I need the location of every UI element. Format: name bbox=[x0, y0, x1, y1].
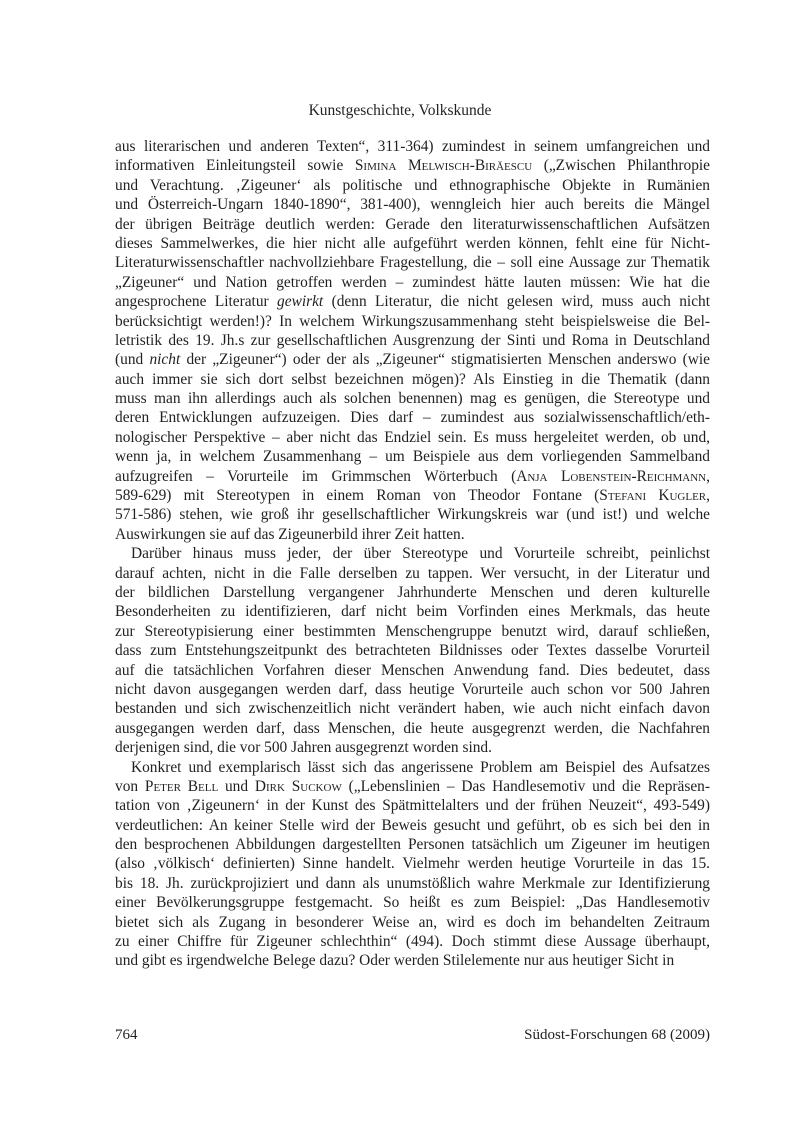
text-run: aus literarischen und anderen Texten“, 311-364) zumindest in seinem umfangreichen und bbox=[115, 138, 710, 155]
text-run: nicht davon ausgegangen werden darf, dass heutige Vorurteile auch schon vor 500 Jahren bbox=[115, 680, 710, 698]
text-line bbox=[115, 176, 710, 195]
text-run: zur Stereotypisierung einer bestimmten Menschengruppe benutzt wird, darauf schließen, bbox=[115, 622, 710, 640]
text-line bbox=[115, 215, 710, 234]
text-run: Besonderheiten zu identifizieren, darf nicht beim Vorfinden eines Merkmals, das heute bbox=[115, 603, 710, 621]
text-line bbox=[115, 661, 710, 680]
text-run: bis 18. Jh. zurückprojiziert und dann als unumstößlich wahre Merkmale zur Identifizierung bbox=[115, 874, 710, 892]
author-name: Anja Lobenstein-Reichmann bbox=[516, 467, 707, 485]
text-line bbox=[115, 428, 710, 447]
running-head: Kunstgeschichte, Volkskunde bbox=[308, 102, 492, 119]
body-text bbox=[115, 137, 710, 971]
text-line bbox=[115, 913, 710, 932]
text-run: informativen Einleitungsteil sowie bbox=[115, 157, 355, 175]
text-line bbox=[115, 312, 710, 331]
text-run: derjenigen sind, die vor 500 Jahren ausgegrenzt worden sind. bbox=[115, 739, 492, 757]
text-run: Darüber hinaus muss jeder, der über Stereotype und Vorurteile schreibt, peinlichst bbox=[131, 545, 710, 563]
emphasis: nicht bbox=[149, 351, 181, 369]
text-run: dass zum Entstehungszeitpunkt des betrachteten Bildnisses oder Textes dasselbe Vorurteil bbox=[115, 642, 710, 660]
text-line bbox=[115, 350, 710, 369]
text-line bbox=[115, 253, 710, 272]
text-run: (und bbox=[115, 351, 150, 369]
text-line bbox=[115, 408, 710, 427]
text-run: 571-586) stehen, wie groß ihr gesellschaftlicher Wirkungskreis war (und ist!) und welche bbox=[115, 506, 710, 524]
page-number: 764 bbox=[115, 1027, 138, 1043]
text-line bbox=[115, 854, 710, 873]
text-run: muss man ihn allerdings auch als solchen benennen) mag es genügen, die Stereotype und bbox=[115, 390, 710, 408]
text-run: bietet sich als Zugang in besonderer Weise an, wird es doch im behandelten Zeitraum bbox=[115, 913, 710, 931]
text-run: (also ‚völkisch‘ definierten) Sinne handelt. Vielmehr werden heutige Vorurteile in das 15. bbox=[115, 855, 710, 873]
text-line bbox=[115, 544, 710, 563]
text-line bbox=[115, 292, 710, 311]
text-run: Auswirkungen sie auf das Zigeunerbild ihrer Zeit hatten. bbox=[115, 525, 465, 543]
text-run: bestanden und sich zwischenzeitlich nicht verändert haben, wie auch nicht einfach davon bbox=[115, 700, 710, 718]
text-line bbox=[115, 583, 710, 602]
text-run: der bildlichen Darstellung vergangener Jahrhunderte Menschen und deren kulturelle bbox=[115, 583, 710, 601]
text-line bbox=[115, 331, 710, 350]
text-run: , bbox=[706, 487, 710, 505]
text-run: darauf achten, nicht in die Falle derselben zu tappen. Wer versucht, in der Literatur und bbox=[115, 564, 710, 582]
journal-citation: Südost-Forschungen 68 (2009) bbox=[524, 1027, 710, 1043]
text-line bbox=[115, 641, 710, 660]
text-run: („Lebenslinien – Das Handlesemotiv und die Repräsen- bbox=[341, 777, 710, 795]
emphasis: gewirkt bbox=[277, 293, 324, 311]
text-line bbox=[115, 932, 710, 951]
text-line bbox=[115, 796, 710, 815]
text-run: dieses Sammelwerkes, die hier nicht alle aufgeführt werden können, fehlt eine für Nicht- bbox=[115, 234, 710, 252]
text-run: angesprochene Literatur bbox=[115, 293, 278, 311]
text-line bbox=[115, 758, 710, 777]
text-line bbox=[115, 816, 710, 835]
text-line bbox=[115, 738, 710, 757]
text-line bbox=[115, 137, 710, 156]
text-run: verdeutlichen: An keiner Stelle wird der Beweis gesucht und geführt, ob es sich bei den in bbox=[115, 816, 710, 834]
text-run: der übrigen Beiträge deutlich werden: Gerade den literaturwissenschaftlichen Aufsätzen bbox=[115, 215, 710, 233]
text-run: und Verachtung. ‚Zigeuner‘ als politische und ethnographische Objekte in Rumänien bbox=[115, 176, 710, 194]
text-run: letristik des 19. Jh.s zur gesellschaftlichen Ausgrenzung der Sinti und Roma in Deutschland bbox=[115, 331, 710, 349]
text-line bbox=[115, 389, 710, 408]
text-run: aufzugreifen – Vorurteile im Grimmschen Wörterbuch ( bbox=[115, 467, 517, 485]
text-line bbox=[115, 874, 710, 893]
author-name: Dirk Suckow bbox=[254, 777, 342, 795]
text-run: Literaturwissenschaftler nachvollziehbare Fragestellung, die – soll eine Aussage zur Thematik bbox=[115, 254, 710, 272]
text-run: und bbox=[218, 777, 255, 795]
text-line bbox=[115, 777, 710, 796]
text-run: tation von ‚Zigeunern‘ in der Kunst des Spätmittelalters und der frühen Neuzeit“, 493-549) bbox=[115, 797, 710, 815]
text-line bbox=[115, 622, 710, 641]
text-line bbox=[115, 602, 710, 621]
text-line bbox=[115, 370, 710, 389]
author-name: Stefani Kugler bbox=[599, 487, 707, 505]
text-line bbox=[115, 447, 710, 466]
author-name: Simina Melwisch-Birăescu bbox=[354, 157, 533, 175]
text-run: zu einer Chiffre für Zigeuner schlechthin“ (494). Doch stimmt diese Aussage überhaupt, bbox=[115, 933, 710, 951]
text-line bbox=[115, 273, 710, 292]
text-run: („Zwischen Philanthropie bbox=[532, 157, 711, 175]
text-run: 589-629) mit Stereotypen in einem Roman von Theodor Fontane ( bbox=[115, 487, 600, 505]
text-run: der „Zigeuner“) oder der als „Zigeuner“ stigmatisierten Menschen anderswo (wie bbox=[180, 351, 711, 369]
text-line bbox=[115, 564, 710, 583]
text-line bbox=[115, 234, 710, 253]
text-line bbox=[115, 699, 710, 718]
text-run: „Zigeuner“ und Nation getroffen werden – zumindest hätte lauten müssen: Wie hat die bbox=[115, 273, 710, 291]
text-line bbox=[115, 525, 710, 544]
text-run: einer Bevölkerungsgruppe festgemacht. So heißt es zum Beispiel: „Das Handlesemotiv bbox=[115, 894, 710, 912]
text-line bbox=[115, 680, 710, 699]
text-line bbox=[115, 467, 710, 486]
text-run: ausgegangen werden darf, dass Menschen, die heute ausgegrenzt werden, die Nachfahren bbox=[115, 719, 710, 737]
text-run: auch immer sie sich dort selbst bezeichnen mögen)? Als Einstieg in die Thematik (dann bbox=[115, 370, 710, 388]
text-run: und gibt es irgendwelche Belege dazu? Oder werden Stilelemente nur aus heutiger Sicht in bbox=[115, 952, 675, 970]
text-line bbox=[115, 156, 710, 175]
text-run: und Österreich-Ungarn 1840-1890“, 381-400), wenngleich hier auch bereits die Mängel bbox=[115, 196, 710, 214]
text-run: den besprochenen Abbildungen dargestellten Personen tatsächlich um Zigeuner im heutigen bbox=[115, 836, 710, 854]
text-line bbox=[115, 951, 710, 970]
text-line bbox=[115, 195, 710, 214]
text-run: deren Entwicklungen aufzuzeigen. Dies darf – zumindest aus sozialwissenschaftlich/eth- bbox=[115, 409, 710, 427]
text-run: wenn ja, in welchem Zusammenhang – um Beispiele aus dem vorliegenden Sammelband bbox=[115, 448, 710, 466]
author-name: Peter Bell bbox=[144, 777, 219, 795]
text-line bbox=[115, 719, 710, 738]
text-line bbox=[115, 835, 710, 854]
text-run: , bbox=[706, 467, 710, 485]
text-run: nologischer Perspektive – aber nicht das Endziel sein. Es muss hergeleitet werden, ob und, bbox=[115, 428, 710, 446]
text-run: von bbox=[115, 777, 145, 795]
text-line bbox=[115, 486, 710, 505]
text-run: Konkret und exemplarisch lässt sich das angerissene Problem am Beispiel des Aufsatzes bbox=[131, 758, 710, 776]
text-line bbox=[115, 505, 710, 524]
text-run: auf die tatsächlichen Vorfahren dieser Menschen Anwendung fand. Dies bedeutet, dass bbox=[115, 661, 710, 679]
text-run: berücksichtigt werden!)? In welchem Wirkungszusammenhang steht beispielsweise die Bel- bbox=[115, 312, 710, 330]
text-run: (denn Literatur, die nicht gelesen wird, muss auch nicht bbox=[323, 293, 710, 311]
text-line bbox=[115, 893, 710, 912]
